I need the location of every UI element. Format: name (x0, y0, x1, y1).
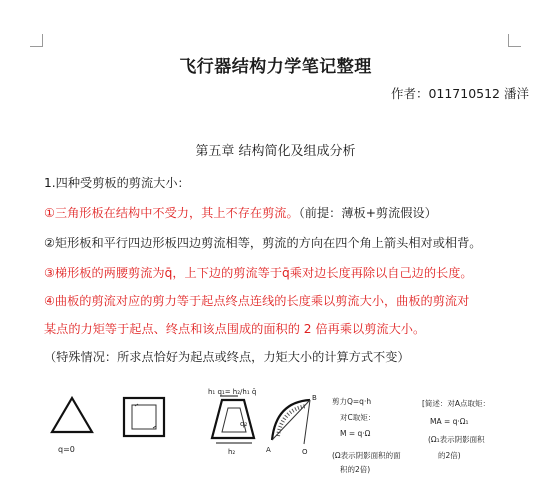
text-line (44, 348, 410, 365)
curve-point-o: O (302, 448, 308, 456)
page-corner-mark (508, 34, 521, 47)
curved-plate-notes (332, 396, 403, 474)
text-line (44, 174, 190, 191)
page-corner-mark (30, 34, 43, 47)
text-line (44, 234, 482, 251)
curve-point-a: A (266, 446, 271, 454)
trapezoid-q2-label: q₂ (240, 420, 248, 428)
note-line: (Ω₁表示阴影面积 (428, 435, 485, 444)
note-line: 积的2倍) (340, 465, 371, 474)
text-segment: ②矩形板和平行四边形板四边剪流相等，剪流的方向在四个角上箭头相对或相背。 (44, 236, 482, 250)
moment-arm-line (304, 400, 310, 444)
text-segment: ④曲板的剪流对应的剪力等于起点终点连线的长度乘以剪流大小，曲板的剪流对 (44, 294, 470, 308)
text-segment: 1.四种受剪板的剪流大小： (44, 176, 190, 190)
triangle-plate-shape (52, 398, 92, 432)
note-line: (Ω表示阴影面积的面 (332, 451, 401, 460)
text-segment: ③梯形板的两腰剪流为q̄，上下边的剪流等于q̄乘对边长度再除以自己边的长度。 (44, 266, 473, 280)
note-line: MA = q·Ω₁ (430, 417, 469, 426)
curve-point-b: B (312, 394, 317, 402)
text-line (44, 204, 437, 221)
shear-arrow-marks (135, 404, 156, 428)
text-line (44, 264, 473, 281)
note-line: [简述：对A点取矩： (422, 399, 491, 408)
note-line: M = q·Ω (340, 429, 371, 438)
text-segment: （前提：薄板+剪流假设） (298, 206, 437, 220)
trapezoid-top-label: h₁ q₁= h₂/h₁ q̄ (208, 388, 257, 396)
document-title: 飞行器结构力学笔记整理 (179, 57, 372, 77)
hand-drawn-sketch (40, 380, 540, 490)
text-segment: （特殊情况：所求点恰好为起点或终点，力矩大小的计算方式不变） (44, 350, 410, 364)
rectangle-plate-shape (124, 398, 164, 436)
text-line (44, 292, 469, 309)
trapezoid-h2-label: h₂ (228, 448, 236, 456)
text-line (44, 320, 425, 337)
inner-shear-flow-loop (132, 405, 156, 429)
note-line: 剪力Q=q·h (332, 397, 372, 406)
q-zero-label: q=0 (58, 445, 75, 454)
moment-notes (422, 398, 492, 460)
text-segment: 某点的力矩等于起点、终点和该点围成的面积的 2 倍再乘以剪流大小。 (44, 322, 426, 336)
curved-plate-hatch (278, 406, 306, 436)
chapter-heading: 第五章 结构简化及组成分析 (195, 144, 356, 159)
author-line: 作者：011710512 潘洋 (390, 86, 529, 101)
text-segment: ①三角形板在结构中不受力，其上不存在剪流。 (44, 206, 299, 220)
note-line: 对C取矩： (340, 413, 376, 422)
note-line: 的2倍) (438, 451, 461, 460)
